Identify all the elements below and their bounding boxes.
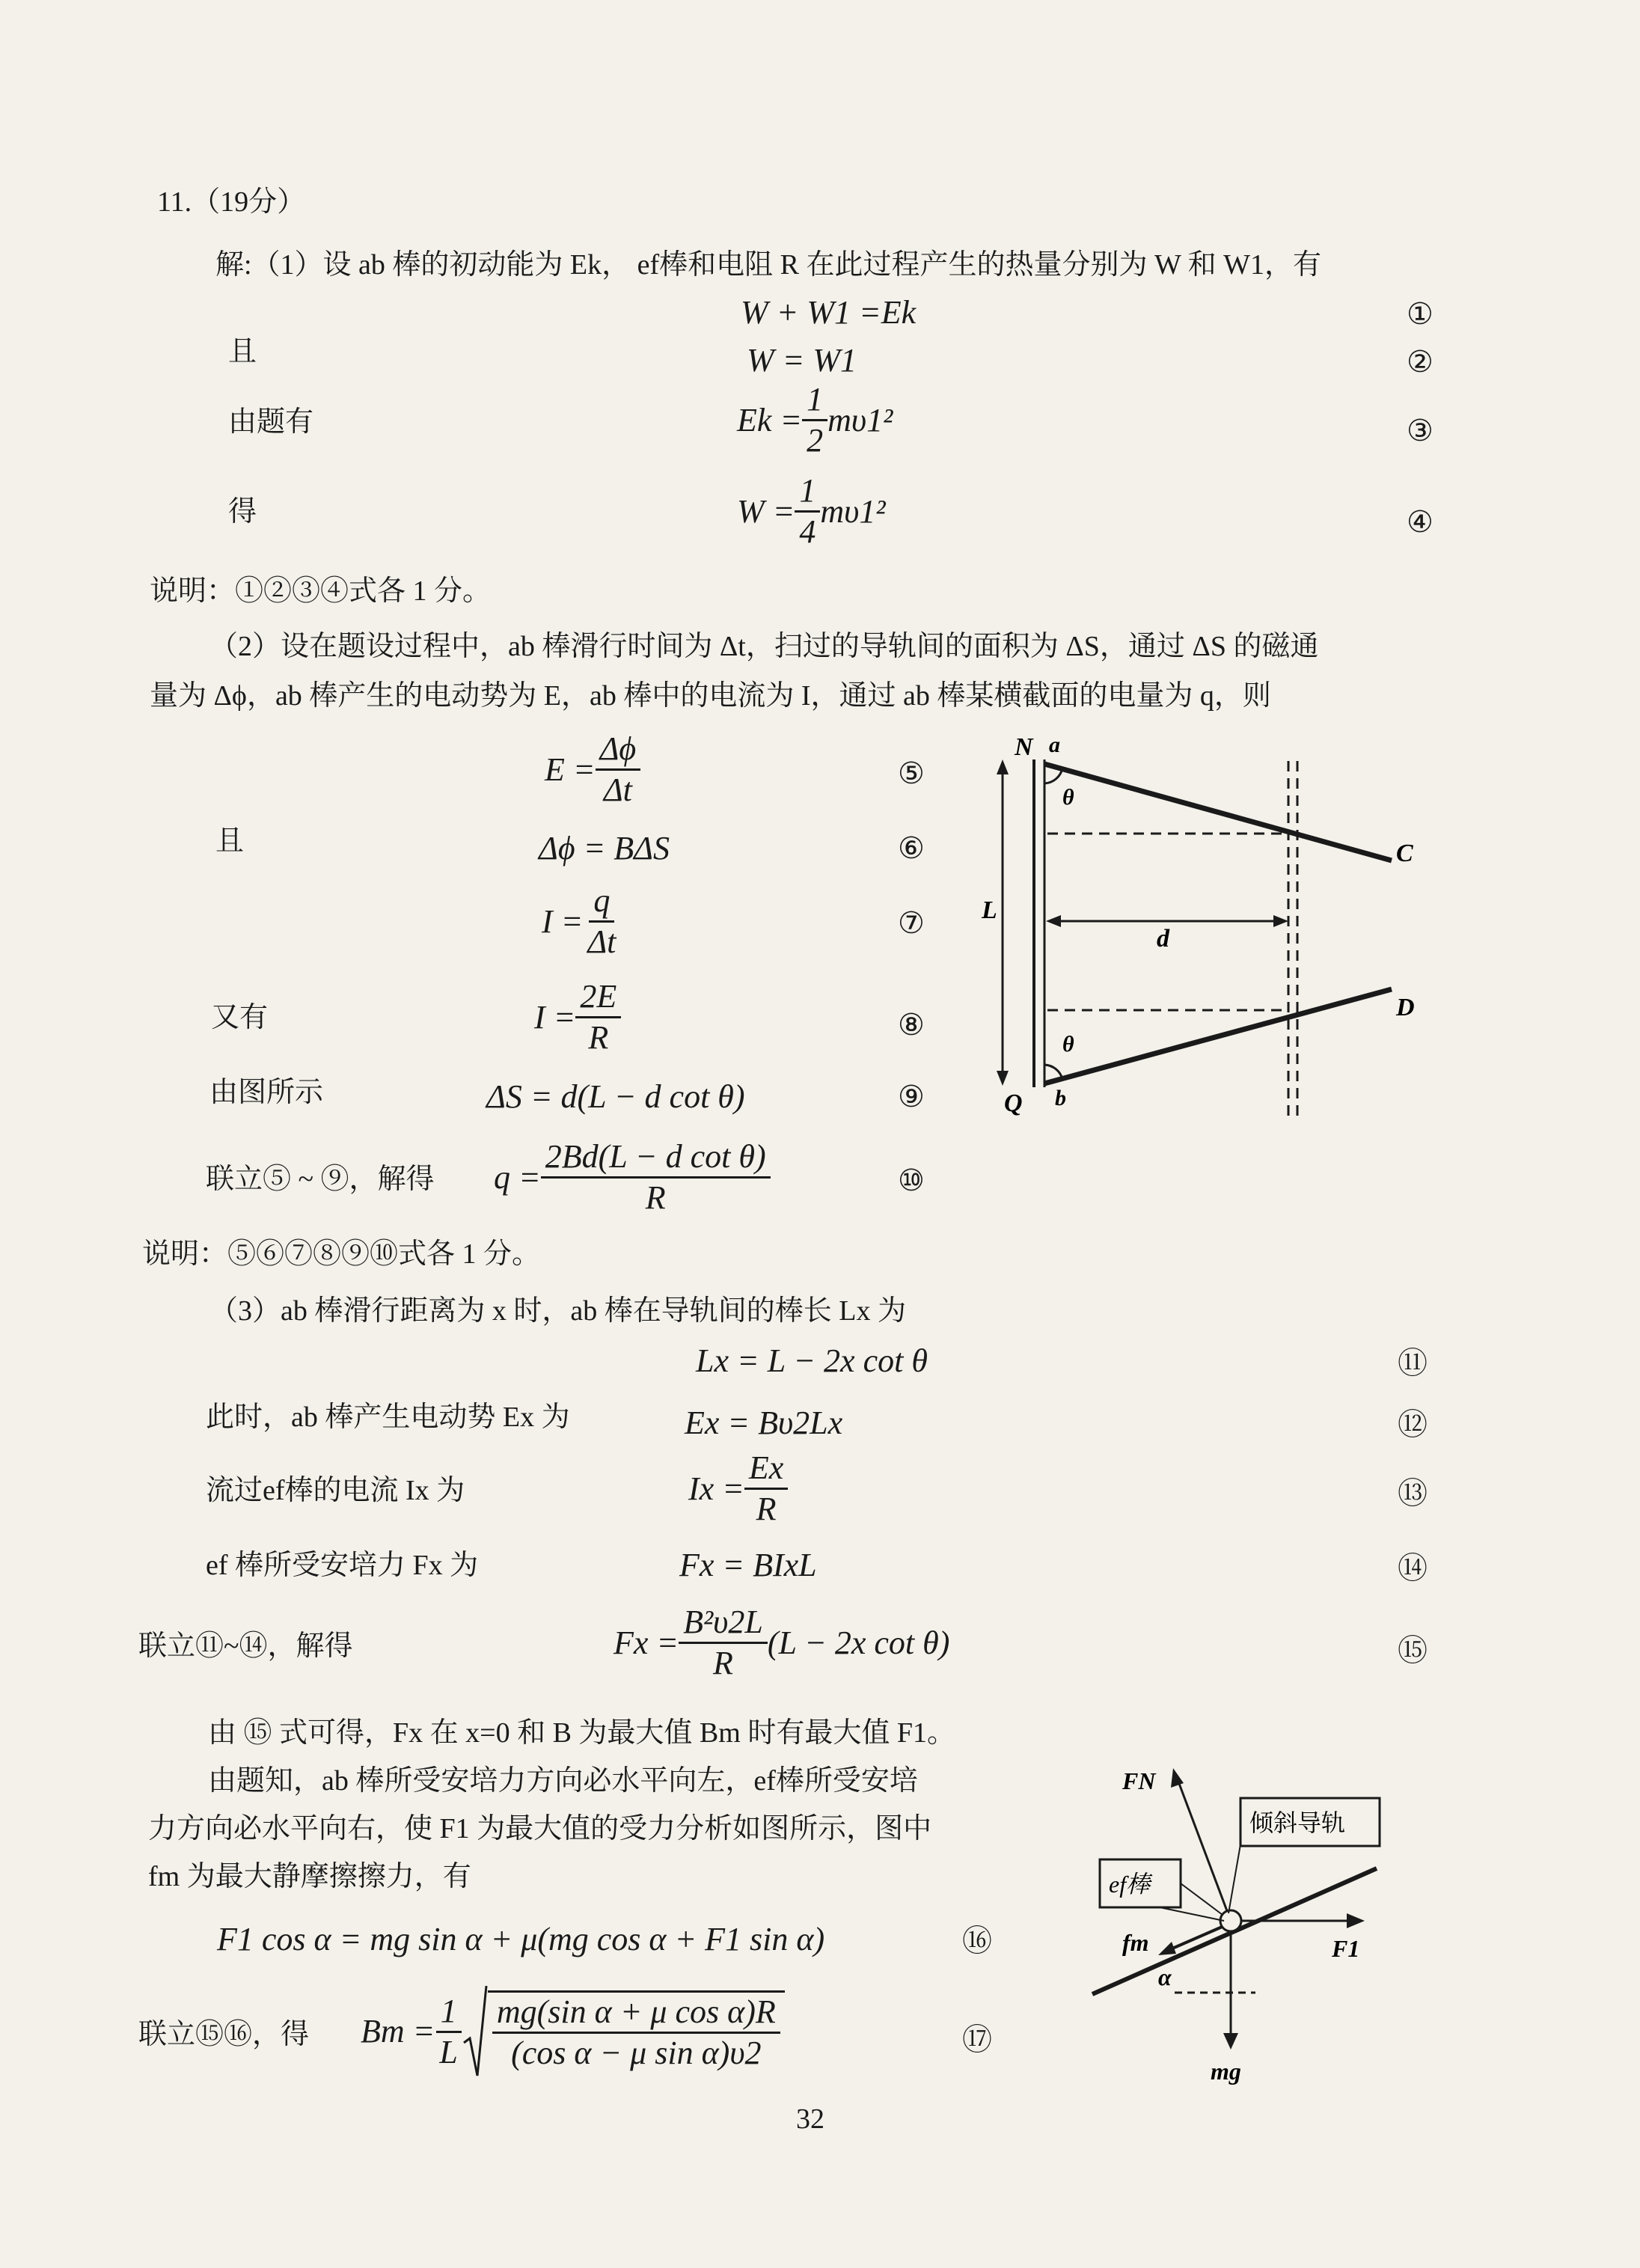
marker-7: ⑦ [898,906,925,940]
label-youyou: 又有 [211,1002,269,1033]
marker-12: ⑫ [1398,1407,1428,1441]
marker-8: ⑧ [898,1008,925,1042]
eq9: ΔS = d(L − d cot θ) [486,1078,745,1115]
eq2: W = W1 [747,342,857,379]
part3-intro: （3）ab 棒滑行距离为 x 时，ab 棒在导轨间的棒长 Lx 为 [209,1295,906,1327]
label-alpha: α [1158,1963,1172,1990]
eq6: Δϕ = BΔS [539,830,670,866]
marker-6: ⑥ [898,831,925,865]
eq8: I = $\frac{2E}{R}$ [534,977,621,1057]
note-2: 说明：⑤⑥⑦⑧⑨⑩式各 1 分。 [142,1238,541,1270]
marker-14: ⑭ [1398,1551,1428,1585]
label-fm: fm [1122,1929,1149,1956]
para-2c: fm 为最大静摩擦擦力，有 [148,1861,471,1892]
label-14: ef 棒所受安培力 Fx 为 [206,1550,479,1581]
marker-1: ① [1407,297,1434,331]
force-diagram [1062,1755,1481,2084]
label-qie-1: 且 [228,336,257,367]
page-number: 32 [796,2103,824,2135]
label-a: a [1049,733,1060,757]
label-N: N [1015,733,1033,761]
label-youti: 由题有 [228,406,314,438]
sqrt: $\frac{\text{mg(sin α + μ cos α)R}}{\text{(cos α − μ sin α)υ2}}$ [462,1983,785,2080]
eq10: q = $\frac{\text{2Bd(L − d cot θ)}}{R}$ [494,1137,771,1217]
eq5: E = $\frac{\Delta\phi}{\Delta t}$ [545,730,640,810]
para-2b: 力方向必水平向右，使 F1 为最大值的受力分析如图所示，图中 [148,1813,932,1844]
problem-header: 11.（19分） [157,186,306,218]
label-ef: ef棒 [1109,1871,1151,1898]
label-rail: 倾斜导轨 [1249,1809,1346,1836]
part2-intro-2: 量为 Δϕ，ab 棒产生的电动势为 E，ab 棒中的电流为 I，通过 ab 棒某横截面的电量为 q，则 [150,680,1271,712]
eq15: Fx = $\frac{\text{B²υ2L}}{R}$ (L − 2x cot θ) [614,1604,950,1681]
eq11: Lx = L − 2x cot θ [696,1342,928,1379]
label-C: C [1396,840,1413,867]
para-1: 由 ⑮ 式可得，Fx 在 x=0 和 B 为最大值 Bm 时有最大值 F1。 [208,1717,955,1749]
marker-15: ⑮ [1398,1633,1428,1667]
marker-5: ⑤ [898,756,925,790]
note-1: 说明：①②③④式各 1 分。 [150,575,492,607]
label-d: d [1157,925,1169,953]
label-Q: Q [1004,1089,1023,1117]
label-L: L [982,896,997,924]
marker-4: ④ [1407,505,1434,539]
eq4: W = $\frac{1}{4}$ mυ1² [737,472,886,550]
label-F1: F1 [1332,1935,1360,1962]
eq3: Ek = $\frac{1}{2}$ mυ1² [737,381,893,459]
label-12: 此时，ab 棒产生电动势 Ex 为 [206,1402,570,1433]
rail-diagram [982,722,1451,1126]
marker-2: ② [1407,345,1434,379]
label-qie-2: 且 [215,825,245,857]
marker-9: ⑨ [898,1080,925,1113]
part2-intro-1: （2）设在题设过程中，ab 棒滑行时间为 Δt，扫过的导轨间的面积为 ΔS，通过 ΔS 的磁通 [209,631,1319,662]
marker-17: ⑰ [962,2023,992,2056]
label-theta-top: θ [1062,785,1074,810]
label-17: 联立⑮⑯，得 [138,2019,310,2050]
label-de: 得 [228,496,257,528]
label-tu: 由图所示 [209,1077,324,1108]
marker-11: ⑪ [1398,1346,1428,1380]
eq1: W + W1 =Ek [741,294,917,331]
label-D: D [1396,994,1415,1021]
part1-intro: 解:（1）设 ab 棒的初动能为 Ek， ef棒和电阻 R 在此过程产生的热量分别为 W 和 W1，有 [215,249,1322,281]
label-mg: mg [1211,2058,1241,2085]
eq12: Ex = Bυ2Lx [685,1404,843,1441]
eq14: Fx = BIxL [679,1547,817,1583]
marker-10: ⑩ [898,1164,925,1197]
eq13: Ix = $\frac{Ex}{R}$ [688,1449,788,1529]
marker-13: ⑬ [1398,1476,1428,1510]
eq17: Bm = $\frac{1}{L}$ $\frac{\text{mg(sin α + μ cos α)R}}{\text{(cos α − μ sin α)υ2}}$ [361,1983,785,2080]
marker-16: ⑯ [962,1924,992,1957]
label-13: 流过ef棒的电流 Ix 为 [206,1475,465,1506]
eq16: F1 cos α = mg sin α + μ(mg cos α + F1 sin α) [217,1921,825,1957]
label-FN: FN [1122,1767,1156,1794]
radical-sign [462,1983,488,2080]
label-15: 联立⑪~⑭，解得 [138,1630,353,1662]
para-2a: 由题知，ab 棒所受安培力方向必水平向左，ef棒所受安培 [208,1765,918,1797]
label-lianli-1: 联立⑤ ~ ⑨，解得 [206,1164,435,1195]
label-theta-bottom: θ [1062,1032,1074,1057]
label-b: b [1055,1086,1066,1110]
marker-3: ③ [1407,414,1434,447]
eq7: I = $\frac{q}{\Delta t}$ [542,882,616,960]
